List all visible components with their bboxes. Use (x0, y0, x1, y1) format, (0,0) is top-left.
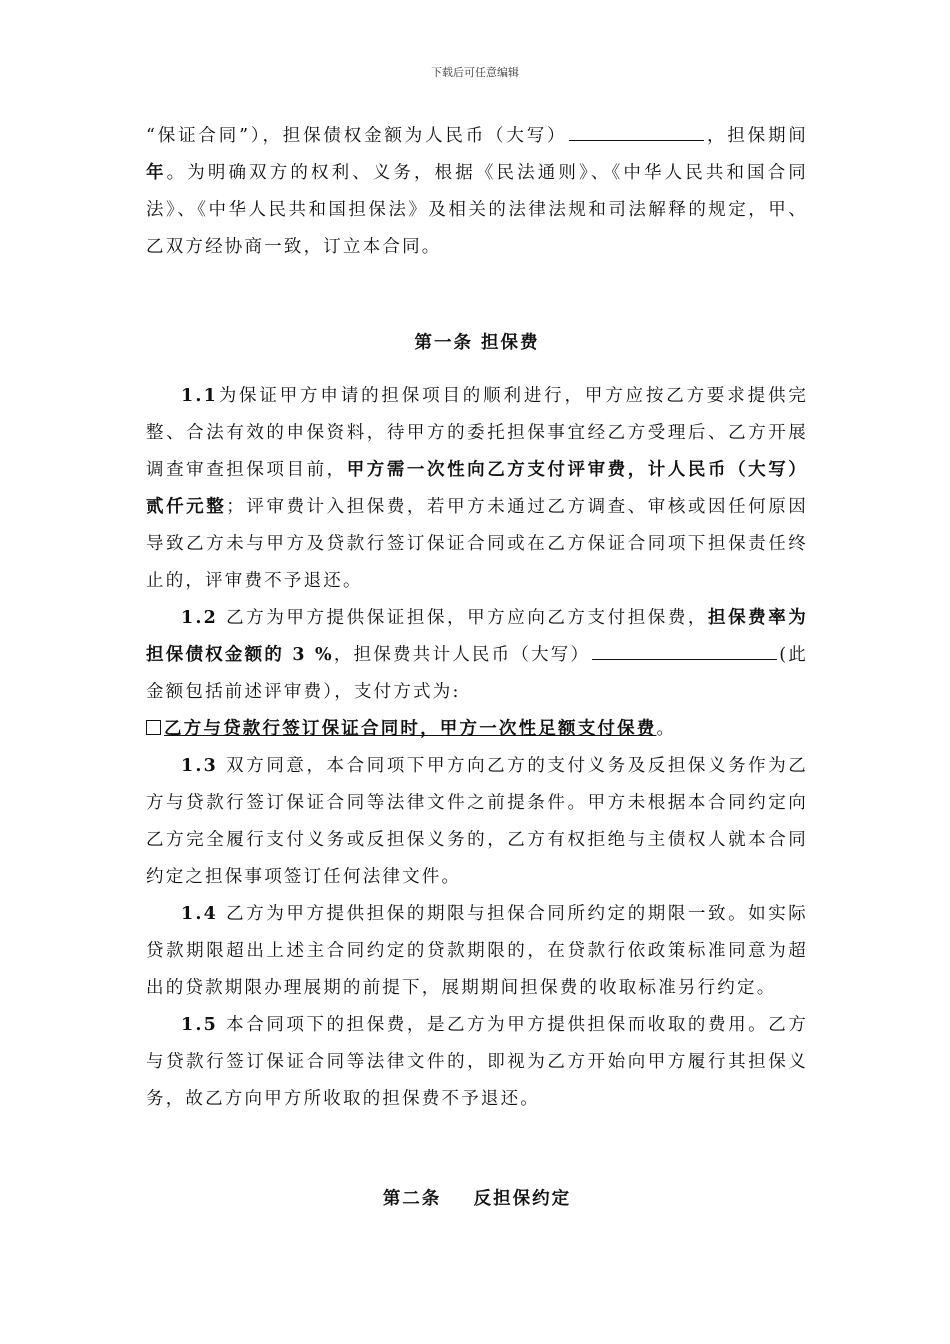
clause-1-3: 1.3 双方同意，本合同项下甲方向乙方的支付义务及反担保义务作为乙方与贷款行签订保证合同等法律文件之前提条件。甲方未根据本合同约定向乙方完全履行支付义务或反担保义务的，乙方有权拒绝与主债权人就本合同约定之担保事项签订任何法律文件。 (146, 756, 808, 887)
fee-amount-blank[interactable] (592, 641, 777, 660)
page-header: 下载后可任意编辑 (431, 66, 519, 79)
payment-option: 乙方与贷款行签订保证合同时，甲方一次性足额支付保费。 (146, 711, 808, 748)
clause-1-2: 1.2 乙方为甲方提供保证担保，甲方应向乙方支付担保费，担保费率为担保债权金额的 3 %，担保费共计人民币（大写） (此金额包括前述评审费），支付方式为: (146, 608, 809, 702)
intro-paragraph: “保证合同”），担保债权金额为人民币（大写） ，担保期间年。为明确双方的权利、义务，根据《民法通则》、《中华人民共和国合同法》、《中华人民共和国担保法》及相关的法律法规和司法解释的规定，甲、乙双方经协商一致，订立本合同。 (146, 118, 808, 266)
clause-1-4: 1.4 乙方为甲方提供担保的期限与担保合同所约定的期限一致。如实际贷款期限超出上述主合同约定的贷款期限的，在贷款行依政策标准同意为超出的贷款期限办理展期的前提下，展期期间担保费的收取标准另行约定。 (146, 904, 808, 998)
contract-page (146, 118, 808, 1218)
clause-1-5: 1.5 本合同项下的担保费，是乙方为甲方提供担保而收取的费用。乙方与贷款行签订保证合同等法律文件的，即视为乙方开始向甲方履行其担保义务，故乙方向甲方所收取的担保费不予退还。 (146, 1015, 808, 1109)
article-1-title: 第一条 担保费 (414, 333, 540, 353)
amount-blank[interactable] (569, 122, 704, 141)
checkbox-icon[interactable] (146, 720, 161, 735)
article-2-title: 第二条 反担保约定 (382, 1189, 572, 1209)
clause-1-1: 1.1为保证甲方申请的担保项目的顺利进行，甲方应按乙方要求提供完整、合法有效的申保资料，待甲方的委托担保事宜经乙方受理后、乙方开展调查审查担保项目前，甲方需一次性向乙方支付评审费，计人民币（大写）贰仟元整；评审费计入担保费，若甲方未通过乙方调查、审核或因任何原因导致乙方未与甲方及贷款行签订保证合同或在乙方保证合同项下担保责任终止的，评审费不予退还。 (146, 386, 808, 591)
